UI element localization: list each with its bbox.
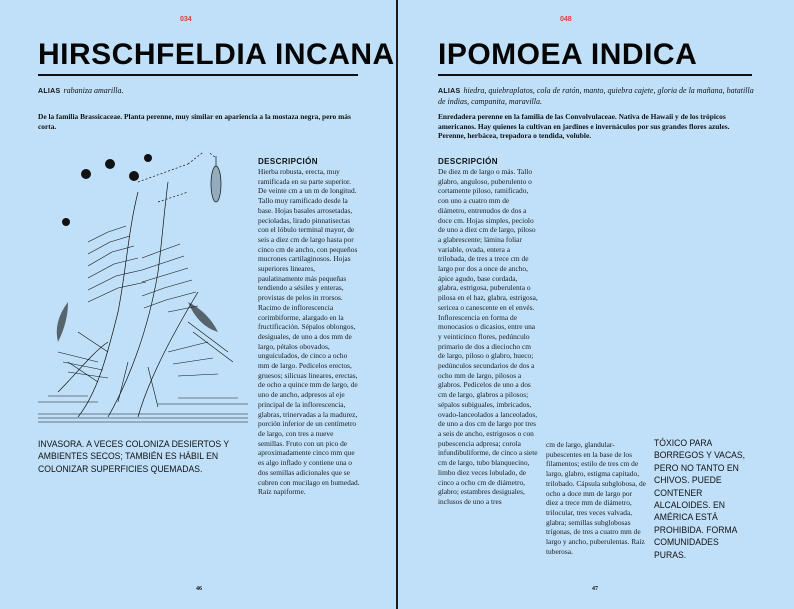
left-folio: 034 — [180, 16, 192, 23]
right-alias-text: hiedra, quiebraplatos, cola de ratón, manto, quiebra cajete, gloria de la mañana, batatilla de indias, campanita, maravilla. — [438, 86, 754, 106]
right-page — [398, 0, 794, 609]
right-description-col1: De diez m de largo o más. Tallo glabro, anguloso, puberulento o cortamente piloso, ramificado, con uno a cuatro mm de diámetro, entrenudos de dos a doce cm. Hojas simples, peciolo de uno a diez cm de largo, piloso a glabrescente; lámina foliar variable, ovada, entera a trilobada, de tres a trece cm de largo por dos a once de ancho, ápice agudo, base cordada, glabra, estrigosa, puberulenta o pilosa en el haz, glabra, estrigosa, sericea o canescente en el envés. Inflorescencia en forma de monocasios o dicasios, entre una y veinticinco flores, pedúnculo primario de dos a dieciocho cm de largo, piloso o glabro, hueco; pedúnculos secundarios de dos a ocho mm de largo, pilosos a glabros. Pedicelos de uno a dos cm de largo, glabros a pilosos; sépalos subiguales, imbricados, ovado-lanceolados a lanceolados, de uno a dos cm de largo por tres a seis de ancho, estrigosos o con pubescencia adpresa; corola infundibuliforme, de cinco a siete cm de largo, tubo blanquecino, limbo diez veces lobulado, de cinco a ocho cm de diámetro, glabro; estambres desiguales, inclusos de uno a tres — [438, 167, 538, 506]
right-intro: Enredadera perenne en la familia de las Convolvulaceae. Nativa de Hawaii y de los trópicos americanos. Hay quienes la cultivan en jardines e invernáculos por sus grandes flores azules. Perenne, herbácea, trepadora o tendida, voluble. — [438, 112, 730, 140]
left-page — [0, 0, 396, 609]
right-alias — [438, 86, 754, 107]
plant-illustration — [38, 152, 248, 424]
left-description: Hierba robusta, erecta, muy ramificada en su parte superior. De veinte cm a un m de longitud. Tallo muy ramificado desde la base. Hojas basales arrosetadas, pecioladas, lirado pinnatisectas con el lóbulo terminal mayor, de seis a diez cm de largo hasta por cinco cm de ancho, con pequeños mucrones cartilaginosos. Hojas superiores lineares, paulatinamente más pequeñas tendiendo a sésiles y enteras, provistas de pelos in rrorsos. Racimo de inflorescencia corimbiforme, alargado en la fructificación. Sépalos oblongos, desiguales, de uno a dos mm de largo, pétalos obovados, unguiculados, de cinco a ocho mm de largo. Pedicelos erectos, gruesos; silicuas lineares, erectas, de ocho a quince mm de largo, de uno de ancho, adpresos al eje principal de la inflorescencia, glabras, trinervadas a la madurez, porción inferior de un centímetro de largo, con tres a nueve semillas. Fruto con un pico de aproximadamente cinco mm que es algo inflado y contiene una o dos semillas adicionales que se cubren con mucilago en humedad. Raíz napiforme. — [258, 167, 360, 497]
right-callout: TÓXICO PARA BORREGOS Y VACAS, PERO NO TANTO EN CHIVOS. PUEDE CONTENER ALCALOIDES. EN AMÉRICA ESTÁ PROHIBIDA. FORMA COMUNIDADES PURAS. — [654, 437, 746, 560]
right-description-heading: DESCRIPCIÓN — [438, 157, 498, 166]
left-page-number: 46 — [196, 586, 202, 592]
left-alias-label: ALIAS — [38, 88, 61, 95]
right-title-rule — [438, 74, 752, 76]
left-callout: INVASORA. A VECES COLONIZA DESIERTOS Y AMBIENTES SECOS; TAMBIÉN ES HÁBIL EN COLONIZAR SUPERFICIES QUEMADAS. — [38, 438, 229, 474]
left-title: HIRSCHFELDIA INCANA — [38, 38, 395, 71]
left-alias — [38, 86, 358, 97]
right-title: IPOMOEA INDICA — [438, 38, 698, 71]
left-intro: De la familia Brassicaceae. Planta perenne, muy similar en apariencia a la mostaza negra, pero más corta. — [38, 112, 351, 131]
right-alias-label: ALIAS — [438, 88, 461, 95]
left-description-heading: DESCRIPCIÓN — [258, 157, 318, 166]
right-folio: 048 — [560, 16, 572, 23]
left-alias-text: rabaniza amarilla. — [63, 86, 124, 95]
right-description-col2: cm de largo, glandular-pubescentes en la base de los filamentos; estilo de tres cm de largo, glabro, estigma capitado, trilobado. Cápsula subglobosa, de ocho a doce mm de largo por diez a trece mm de diámetro, trilocular, tres veces valvada, glabra; semillas subglobosas trígonas, de tres a cuatro mm de largo y ancho, puberulentas. Raíz tuberosa. — [546, 440, 646, 556]
left-title-rule — [38, 74, 358, 76]
right-page-number: 47 — [592, 586, 598, 592]
